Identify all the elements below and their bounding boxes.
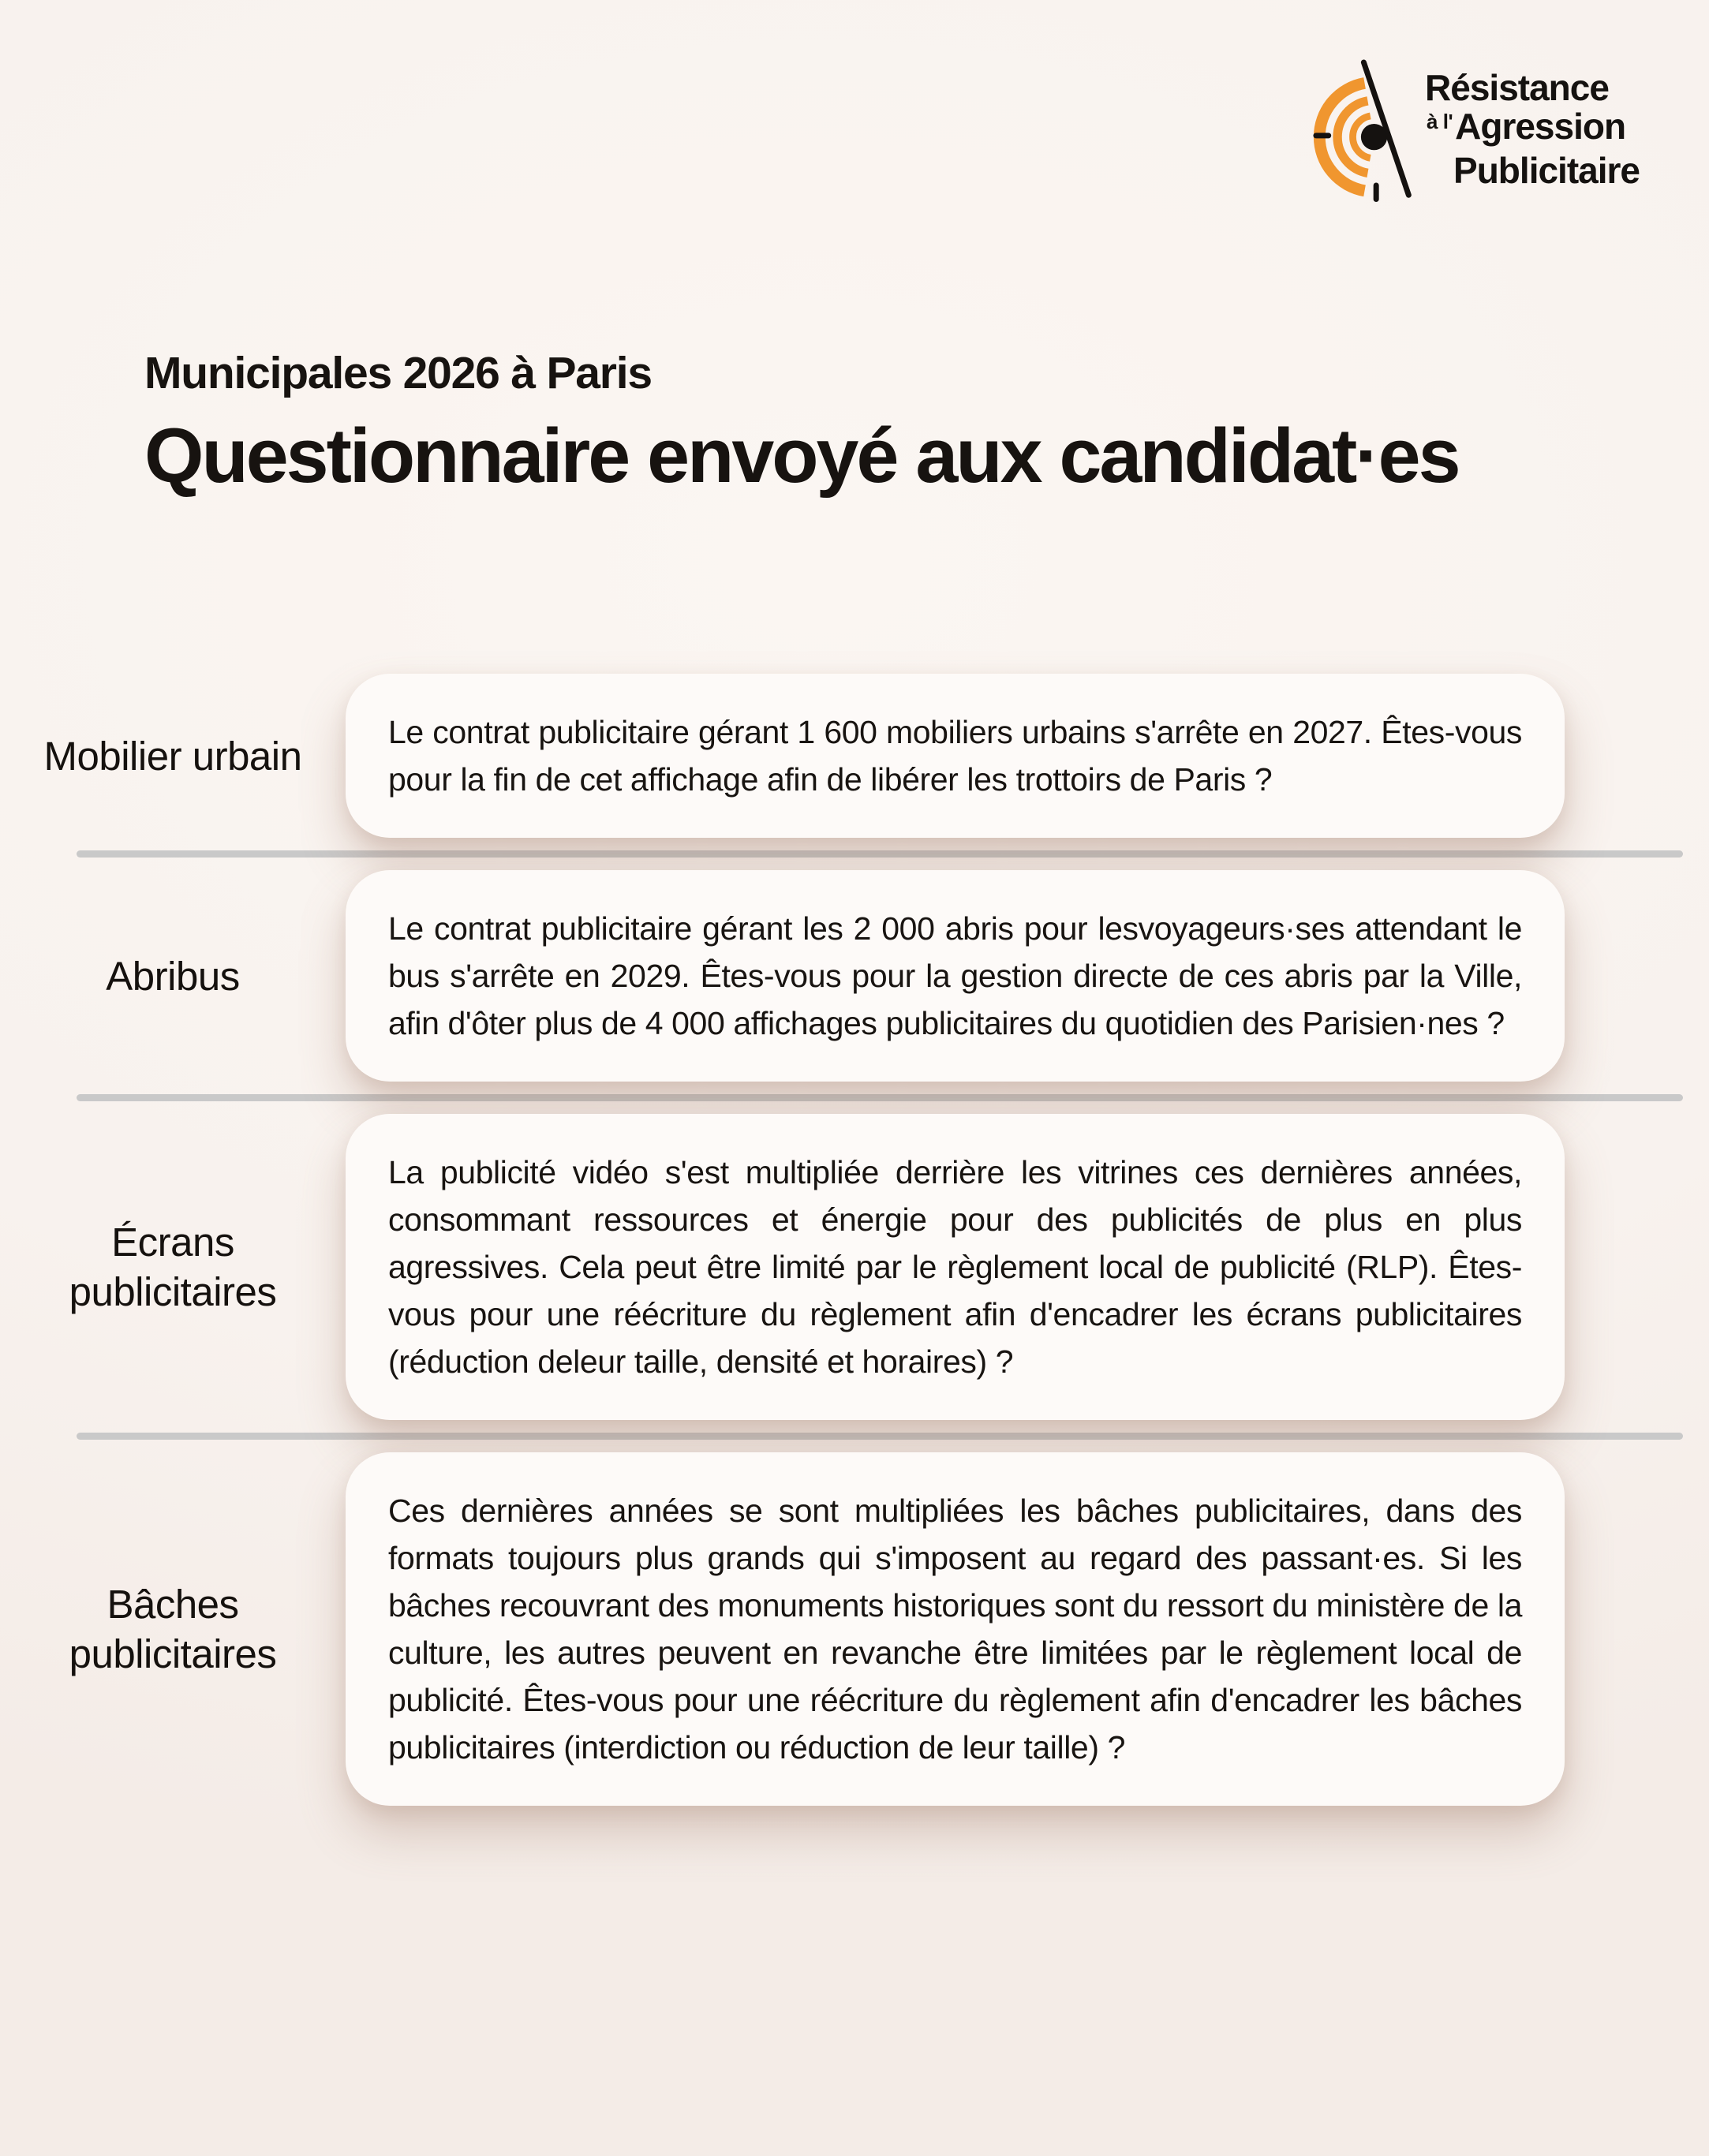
row-ecrans-publicitaires [0, 1114, 1709, 1420]
row-baches-publicitaires [0, 1452, 1709, 1806]
row-label: Écrans publicitaires [69, 1220, 277, 1314]
question-card: Ces dernières années se sont multipliées les bâches publicitaires, dans des formats toujours plus grands qui s'imposent au regard des passant·es. Si les bâches recouvrant des monuments historiques sont du ressort du ministère de la culture, les autres peuvent en revanche être limitées par le règlement local de publicité. Êtes-vous pour une réécriture du règlement afin d'encadrer les bâches publicitaires (interdiction ou réduction de leur taille) ? [346, 1452, 1565, 1806]
row-divider [77, 1433, 1683, 1440]
rap-logo [1292, 57, 1640, 202]
logo-line-publicitaire: Publicitaire [1453, 150, 1640, 191]
page-subtitle: Municipales 2026 à Paris [144, 348, 652, 398]
row-label: Abribus [106, 953, 240, 999]
row-label: Mobilier urbain [43, 733, 302, 779]
logo-a-l-prefix: à l' [1427, 110, 1453, 133]
row-divider [77, 850, 1683, 858]
logo-line-agression [1427, 107, 1640, 151]
questions-list [0, 674, 1709, 1806]
target-eye-icon [1292, 57, 1417, 202]
row-abribus [0, 870, 1709, 1082]
row-mobilier-urbain [0, 674, 1709, 838]
row-label: Bâches publicitaires [69, 1582, 277, 1676]
rap-logo-wordmark [1425, 69, 1640, 190]
question-card: Le contrat publicitaire gérant les 2 000 abris pour lesvoyageurs·ses attendant le bus s'arrête en 2029. Êtes-vous pour la gestion directe de ces abris par la Ville, afin d'ôter plus de 4 000 affichages publicitaires du quotidien des Parisien·nes ? [346, 870, 1565, 1082]
header [144, 347, 1459, 500]
question-card: Le contrat publicitaire gérant 1 600 mobiliers urbains s'arrête en 2027. Êtes-vous pour la fin de cet affichage afin de libérer les trottoirs de Paris ? [346, 674, 1565, 838]
row-divider [77, 1094, 1683, 1101]
question-card: La publicité vidéo s'est multipliée derrière les vitrines ces dernières années, consommant ressources et énergie pour des publicités de plus en plus agressives. Cela peut être limité par le règlement local de publicité (RLP). Êtes-vous pour une réécriture du règlement afin d'encadrer les écrans publicitaires (réduction deleur taille, densité et horaires) ? [346, 1114, 1565, 1420]
logo-line-resistance: Résistance [1425, 67, 1609, 108]
logo-agression-text: Agression [1455, 106, 1626, 147]
page-title: Questionnaire envoyé aux candidat·es [144, 413, 1459, 499]
